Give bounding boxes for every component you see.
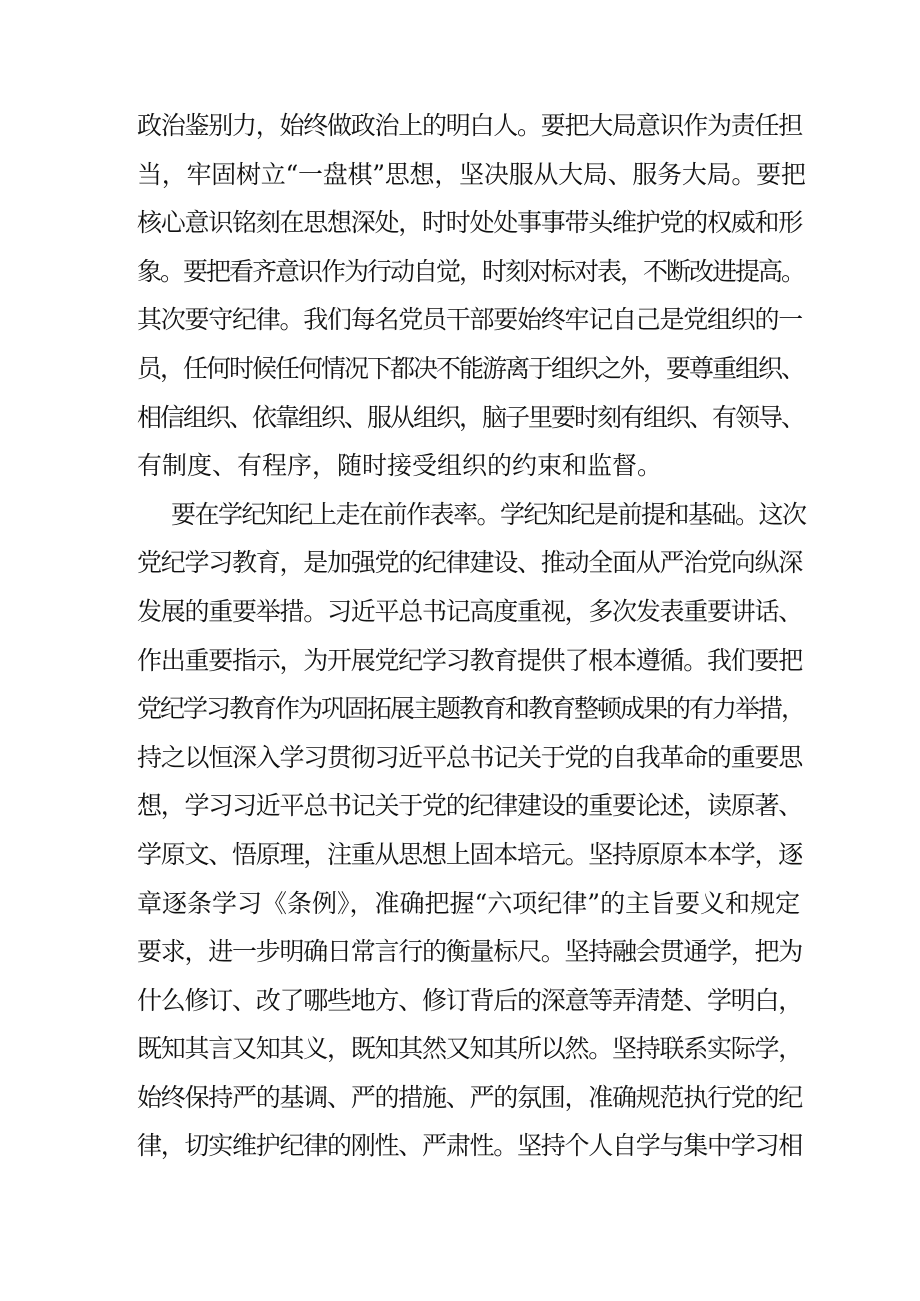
text-line: 持之以恒深入学习贯彻习近平总书记关于党的自我革命的重要思 [137,742,803,772]
text-line: 政治鉴别力，始终做政治上的明白人。要把大局意识作为责任担 [137,111,803,140]
text-line: 要求，进一步明确日常言行的衡量标尺。坚持融会贯通学，把为 [137,937,803,967]
paragraph-1 [137,102,807,491]
text-line: 有制度、有程序，随时接受组织的约束和监督。 [137,451,663,481]
text-line: 发展的重要举措。习近平总书记高度重视，多次发表重要讲话、 [137,596,803,626]
text-line: 核心意识铭刻在思想深处，时时处处事事带头维护党的权威和形 [137,208,803,238]
text-line: 当，牢固树立“一盘棋”思想，坚决服从大局、服务大局。要把 [137,159,806,189]
text-line: 律，切实维护纪律的刚性、严肃性。坚持个人自学与集中学习相 [137,1131,803,1161]
text-line: 想，学习习近平总书记关于党的纪律建设的重要论述，读原著、 [137,791,803,821]
text-line: 要在学纪知纪上走在前作表率。学纪知纪是前提和基础。这次 [171,499,806,529]
paragraph-2 [137,491,807,1171]
text-line: 学原文、悟原理，注重从思想上固本培元。坚持原原本本学，逐 [137,839,803,869]
text-line: 其次要守纪律。我们每名党员干部要始终牢记自己是党组织的一 [137,305,803,335]
text-line: 党纪学习教育，是加强党的纪律建设、推动全面从严治党向纵深 [137,548,803,578]
text-line: 章逐条学习《条例》，准确把握“六项纪律”的主旨要义和规定 [137,888,801,918]
text-line: 始终保持严的基调、严的措施、严的氛围，准确规范执行党的纪 [137,1082,803,1112]
text-line: 象。要把看齐意识作为行动自觉，时刻对标对表，不断改进提高。 [137,256,805,286]
text-line: 相信组织、依靠组织、服从组织，脑子里要时刻有组织、有领导、 [137,402,805,432]
text-line: 作出重要指示，为开展党纪学习教育提供了根本遵循。我们要把 [137,645,803,675]
text-line: 什么修订、改了哪些地方、修订背后的深意等弄清楚、学明白， [137,985,803,1015]
body-text [137,102,807,1171]
text-line: 员，任何时候任何情况下都决不能游离于组织之外，要尊重组织、 [137,353,805,383]
text-line: 党纪学习教育作为巩固拓展主题教育和教育整顿成果的有力举措， [137,694,805,724]
text-line: 既知其言又知其义，既知其然又知其所以然。坚持联系实际学， [137,1034,803,1064]
